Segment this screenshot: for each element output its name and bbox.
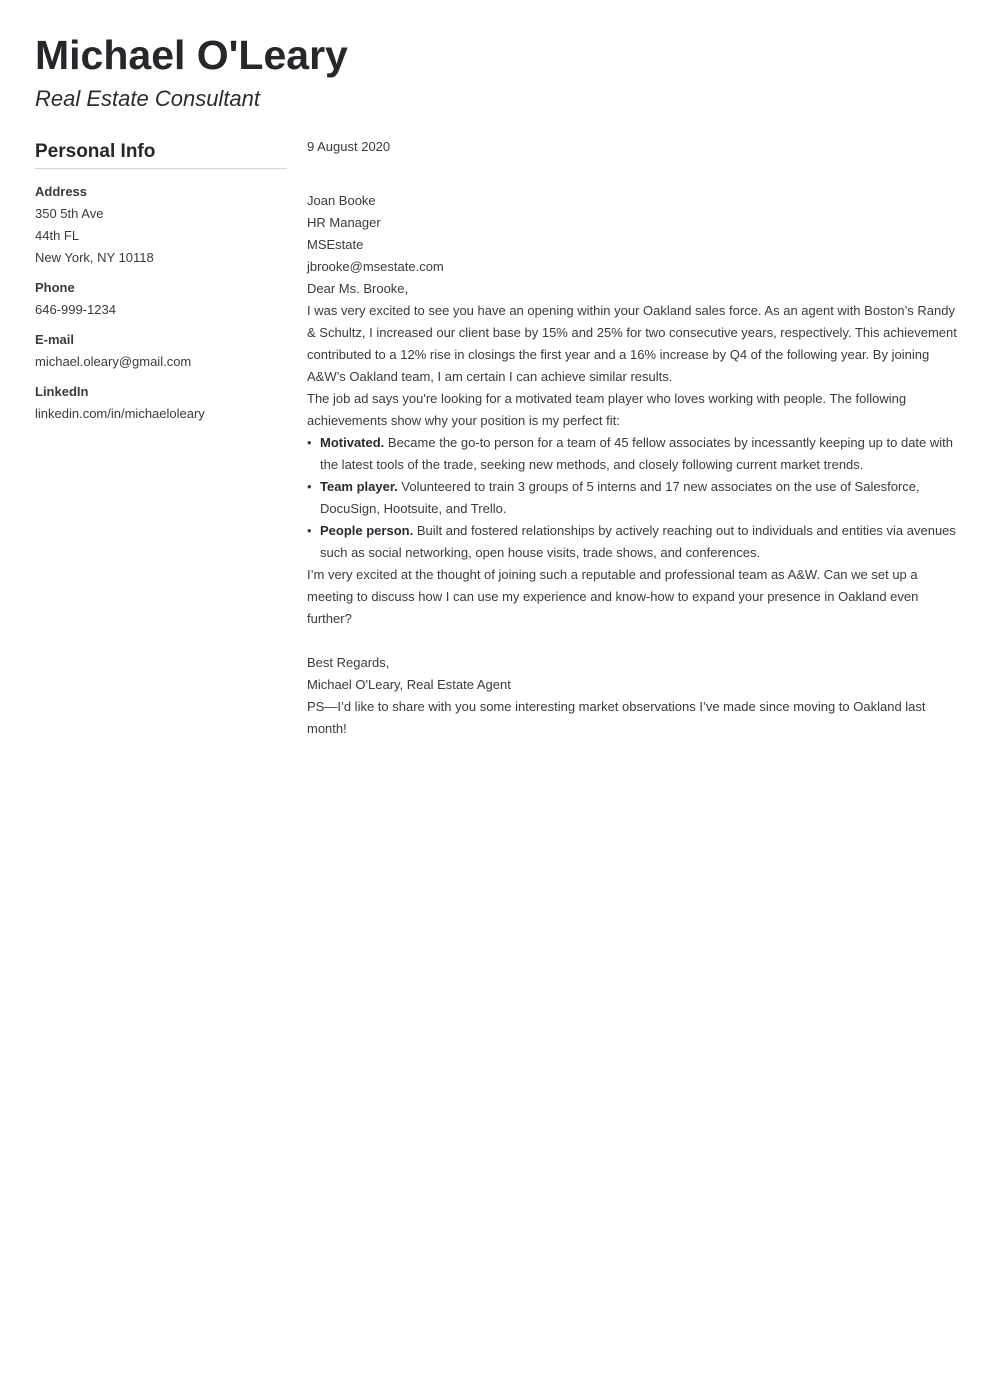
salutation: Dear Ms. Brooke,: [307, 281, 409, 296]
phone-label: Phone: [35, 280, 75, 295]
personal-info-sidebar: [35, 140, 287, 425]
email-value: michael.oleary@gmail.com: [35, 354, 192, 369]
achievement-title: Team player.: [320, 479, 398, 494]
linkedin-label: LinkedIn: [35, 384, 89, 399]
postscript: PS—I’d like to share with you some interesting market observations I’ve made since moving to Oakland last month!: [307, 699, 926, 736]
bullet-icon: •: [307, 523, 312, 538]
paragraph-achievements-intro: The job ad says you're looking for a motivated team player who loves working with people. The following achievements show why your position is my perfect fit:: [307, 391, 907, 428]
letter-body: [307, 136, 962, 740]
achievement-title: People person.: [320, 523, 414, 538]
phone-value: 646-999-1234: [35, 302, 116, 317]
recipient-email: jbrooke@msestate.com: [307, 259, 444, 274]
paragraph-intro: I was very excited to see you have an opening within your Oakland sales force. As an agent with Boston’s Randy & Schultz, I increased our client base by 15% and 25% for two consecutive years, respectively. This achievement contributed to a 12% rise in closings the first year and a 16% increase by Q4 of the following year. By joining A&W’s Oakland team, I am certain I can achieve similar results.: [307, 303, 957, 384]
achievement-item: [307, 520, 962, 564]
paragraph-closing: I’m very excited at the thought of joining such a reputable and professional team as A&W. Can we set up a meeting to discuss how I can use my experience and know-how to expand your presence in Oakland even further?: [307, 567, 919, 626]
applicant-title: Real Estate Consultant: [35, 86, 261, 111]
address-line-3: New York, NY 10118: [35, 250, 154, 265]
email-group: [35, 329, 287, 373]
email-label: E-mail: [35, 332, 75, 347]
phone-group: [35, 277, 287, 321]
achievement-title: Motivated.: [320, 435, 385, 450]
bullet-icon: •: [307, 435, 312, 450]
signoff-block: [307, 652, 962, 696]
achievement-item: [307, 432, 962, 476]
achievement-text: Built and fostered relationships by actively reaching out to individuals and entities via avenues such as social networking, open house visits, trade shows, and conferences.: [320, 523, 956, 560]
personal-info-heading: Personal Info: [35, 140, 287, 169]
linkedin-value: linkedin.com/in/michaeloleary: [35, 406, 205, 421]
achievement-text: Became the go-to person for a team of 45 fellow associates by incessantly keeping up to date with the latest tools of the trade, seeking new methods, and closely following current market trends.: [320, 435, 954, 472]
applicant-name: Michael O'Leary: [35, 32, 348, 78]
linkedin-group: [35, 381, 287, 425]
address-group: [35, 181, 287, 269]
header: [35, 30, 348, 112]
achievements-list: [307, 432, 962, 564]
address-label: Address: [35, 184, 88, 199]
achievement-item: [307, 476, 962, 520]
achievement-text: Volunteered to train 3 groups of 5 interns and 17 new associates on the use of Salesforce, DocuSign, Hootsuite, and Trello.: [320, 479, 920, 516]
bullet-icon: •: [307, 479, 312, 494]
recipient-block: [307, 190, 962, 278]
recipient-name: Joan Booke: [307, 193, 376, 208]
address-line-2: 44th FL: [35, 228, 80, 243]
address-line-1: 350 5th Ave: [35, 206, 104, 221]
recipient-position: HR Manager: [307, 215, 381, 230]
letter-date: 9 August 2020: [307, 139, 391, 154]
signature: Michael O'Leary, Real Estate Agent: [307, 677, 511, 692]
recipient-company: MSEstate: [307, 237, 364, 252]
closing: Best Regards,: [307, 655, 390, 670]
